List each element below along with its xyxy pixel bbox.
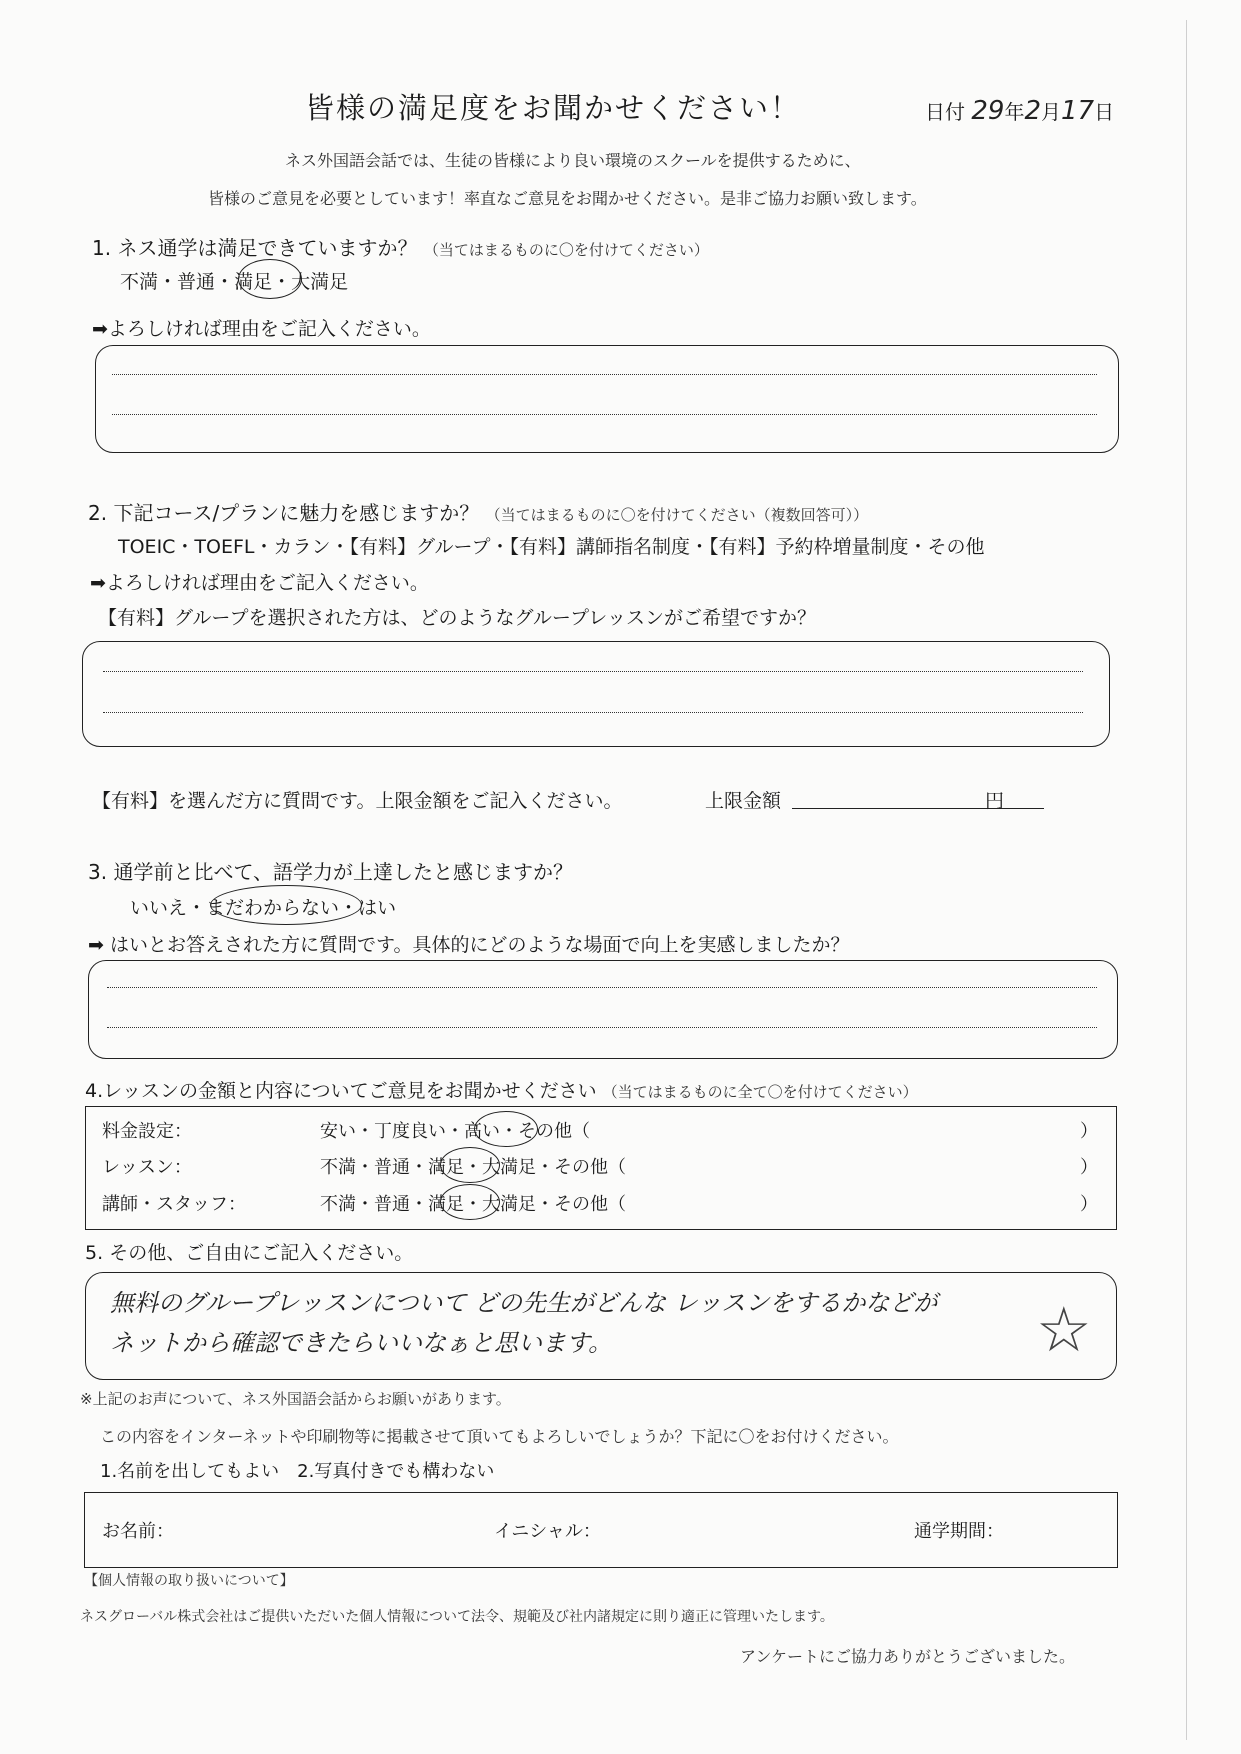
q4-row-label: 料金設定： [102,1121,192,1142]
date-month-handwritten: 2 [1024,96,1041,126]
q4-row-2-selection-circle [440,1147,500,1183]
q4-heading [85,1076,918,1103]
q1-note: （当てはまるものに〇を付けてください） [423,241,709,259]
q4-row-close: ） [1080,1157,1098,1178]
intro-line-1: ネス外国語会話では、生徒の皆様により良い環境のスクールを提供するために、 [285,151,861,170]
writing-line [112,374,1097,375]
writing-line [107,987,1097,988]
q1-selection-circle [238,259,302,299]
q4-row-options[interactable]: 不満・普通・満足・大満足・その他（ [320,1194,626,1215]
q5-number: 5. [85,1242,104,1264]
page-edge-line [1186,20,1187,1740]
q5-answer-line-2: ネットから確認できたらいいなぁと思います。 [110,1329,613,1357]
writing-line [103,712,1083,713]
date-day-unit: 日 [1094,100,1115,124]
q2-options: TOEIC・TOEFL・カラン・【有料】グループ・【有料】講師指名制度・【有料】予約枠増量制度・その他 [118,536,985,558]
q2-note: （当てはまるものに〇を付けてください（複数回答可）） [485,506,869,524]
page-title: 皆様の満足度をお聞かせください！ [305,91,802,125]
q3-heading [88,856,573,885]
q3-option[interactable]: はい [358,897,397,919]
q3-number: 3. [88,860,108,884]
q2-heading [88,497,868,526]
privacy-text: ネスグローバル株式会社はご提供いただいた個人情報について法令、規範及び社内諸規定に則り適正に管理いたします。 [80,1609,834,1625]
q4-row-1-selection-circle [474,1111,538,1147]
q2-limit-label: 上限金額 [705,790,782,812]
date-field [925,96,1114,126]
q2-limit-input-line[interactable] [792,808,1044,809]
q3-selection-circle [210,885,362,925]
q3-followup: ➡ はいとお答えされた方に質問です。具体的にどのような場面で向上を実感しましたか？ [88,934,850,956]
q4-row-options[interactable]: 安い・丁度良い・高い・その他（ [320,1121,590,1142]
q2-question: 下記コース/プランに魅力を感じますか？ [113,501,480,525]
date-label: 日付 [925,100,965,124]
q4-row-options[interactable]: 不満・普通・満足・大満足・その他（ [320,1157,626,1178]
q4-row-close: ） [1080,1194,1098,1215]
consent-options[interactable]: 1.名前を出してもよい 2.写真付きでも構わない [100,1461,495,1482]
q1-option[interactable]: 不満 [120,271,159,293]
q2-group-answer-box[interactable] [82,641,1110,747]
q3-option-selected[interactable]: まだわからない [206,897,340,919]
q1-option[interactable]: 大満足 [291,271,349,293]
q3-options: いいえ・まだわからない・はい [130,897,397,919]
q4-number: 4. [85,1080,104,1102]
q2-number: 2. [88,501,108,525]
writing-line [112,414,1097,415]
privacy-title: 【個人情報の取り扱いについて】 [84,1573,294,1589]
q1-option[interactable]: 普通 [177,271,216,293]
q2-paid-question: 【有料】を選んだ方に質問です。上限金額をご記入ください。 [92,790,623,812]
q4-row-3-selection-circle [440,1184,500,1220]
star-doodle-icon: ☆ [1036,1293,1092,1366]
date-day-handwritten: 17 [1061,96,1095,126]
q1-question: ネス通学は満足できていますか？ [117,236,418,260]
q5-answer-box[interactable] [85,1272,1117,1380]
q5-heading [85,1238,413,1265]
writing-line [107,1027,1097,1028]
period-label[interactable]: 通学期間： [914,1521,1004,1542]
q2-group-question: 【有料】グループを選択された方は、どのようなグループレッスンがご希望ですか？ [98,607,817,629]
q3-question: 通学前と比べて、語学力が上達したと感じますか？ [113,860,574,884]
q2-reason-prompt: ➡よろしければ理由をご記入ください。 [90,572,429,594]
q1-option-selected[interactable]: 満足 [234,271,273,293]
q1-reason-prompt: ➡よろしければ理由をご記入ください。 [92,318,431,340]
q4-row-close: ） [1080,1121,1098,1142]
q4-row-label: 講師・スタッフ： [102,1194,246,1215]
name-label[interactable]: お名前： [102,1521,174,1542]
q1-reason-box[interactable] [95,345,1119,453]
q5-answer-line-1: 無料のグループレッスンについて どの先生がどんな レッスンをするかなどが [110,1289,938,1317]
q1-options: 不満・普通・満足・大満足 [120,271,349,293]
date-year-unit: 年 [1004,100,1025,124]
intro-line-2: 皆様のご意見を必要としています！率直なご意見をお聞かせください。是非ご協力お願い致します。 [208,189,927,208]
q2-yen: 円 [985,790,1005,812]
q4-question: レッスンの金額と内容についてご意見をお聞かせください [103,1080,597,1102]
q3-answer-box[interactable] [88,960,1118,1059]
q4-row-label: レッスン： [102,1157,192,1178]
initial-label[interactable]: イニシャル： [494,1521,601,1542]
writing-line [103,671,1083,672]
q1-number: 1. [92,236,112,260]
date-year-handwritten: 29 [971,96,1005,126]
request-question: この内容をインターネットや印刷物等に掲載させて頂いてもよろしいでしょうか？下記に〇をお付けください。 [100,1427,899,1446]
thanks-message: アンケートにご協力ありがとうございました。 [740,1647,1076,1666]
q5-question: その他、ご自由にご記入ください。 [109,1242,414,1264]
q4-note: （当てはまるものに全て〇を付けてください） [602,1083,918,1101]
request-note: ※上記のお声について、ネス外国語会話からお願いがあります。 [80,1390,511,1408]
q3-option[interactable]: いいえ [130,897,188,919]
q1-heading [92,232,709,261]
date-month-unit: 月 [1041,100,1061,124]
